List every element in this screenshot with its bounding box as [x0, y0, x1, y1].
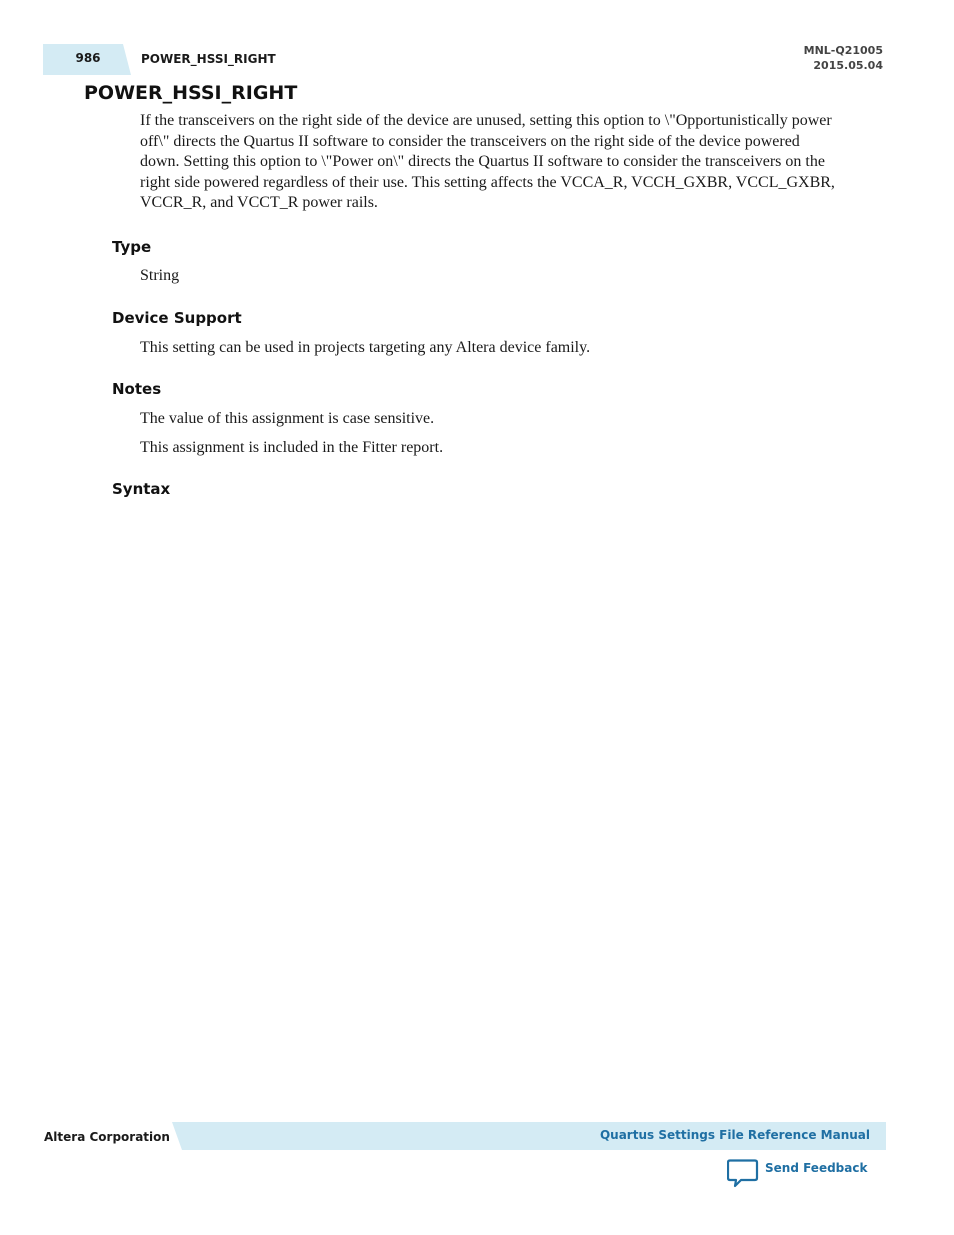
header-section-title: POWER_HSSI_RIGHT: [141, 52, 276, 66]
speech-bubble-icon: [727, 1158, 759, 1188]
document-id: MNL-Q21005: [803, 44, 883, 57]
page-number: 986: [75, 51, 101, 65]
page-title: POWER_HSSI_RIGHT: [84, 82, 298, 104]
intro-paragraph: If the transceivers on the right side of the device are unused, setting this option to \"Opportunistically power off\" directs the Quartus II software to consider the transceivers on the right side of the device powered down. Setting this option to \"Power on\" directs the Quartus II software to consider the transceivers on the right side powered regardless of their use. This setting affects the VCCA_R, VCCH_GXBR, VCCL_GXBR, VCCR_R, and VCCT_R power rails.: [140, 112, 835, 211]
document-date: 2015.05.04: [813, 59, 883, 72]
send-feedback-link[interactable]: [727, 1158, 867, 1188]
note-item: The value of this assignment is case sensitive.: [140, 410, 435, 427]
type-heading: Type: [112, 238, 152, 256]
device-support-text: This setting can be used in projects targeting any Altera device family.: [140, 339, 591, 356]
document-id-block: [804, 43, 883, 73]
footer-company: Altera Corporation: [44, 1130, 170, 1144]
footer-manual-title: Quartus Settings File Reference Manual: [599, 1128, 870, 1142]
note-item: This assignment is included in the Fitter report.: [140, 439, 444, 456]
send-feedback-label: Send Feedback: [765, 1161, 868, 1175]
notes-heading: Notes: [112, 380, 162, 398]
type-value: String: [140, 267, 180, 284]
syntax-heading: Syntax: [112, 480, 171, 498]
device-support-heading: Device Support: [112, 309, 242, 327]
